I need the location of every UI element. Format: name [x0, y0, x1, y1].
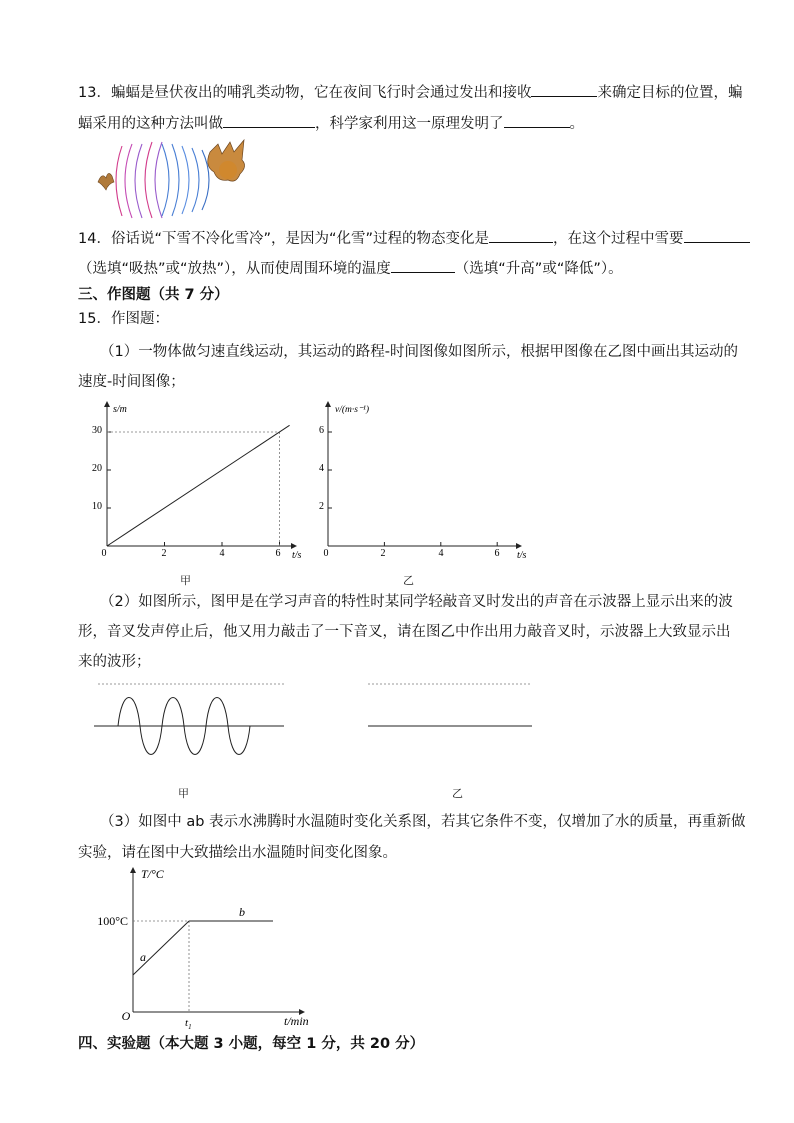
- q13-text-e: 。: [569, 116, 584, 132]
- segment-a-line: [133, 921, 189, 975]
- waveform-yi[interactable]: [362, 680, 542, 740]
- q14-blank-2[interactable]: [684, 228, 750, 243]
- q15-part2-line-2: 形，音叉发声停止后，他又用力敲击了一下音叉，请在图乙中作出用力敲音叉时，示波器上大致显示出: [78, 624, 731, 640]
- q13-blank-3[interactable]: [504, 113, 570, 128]
- section-4-title: 四、实验题（本大题 3 小题，每空 1 分，共 20 分）: [78, 1036, 425, 1052]
- vt-xlabel: t/s: [517, 550, 527, 561]
- q13-text-c: 蝠采用的这种方法叫做: [78, 116, 223, 132]
- vt-ylabel: v/(m·s⁻¹): [335, 405, 369, 415]
- vt-y-tick-6: 6: [319, 425, 324, 436]
- vt-x-tick-6: 6: [494, 548, 500, 559]
- q13-text-d: ，科学家利用这一原理发明了: [315, 116, 504, 132]
- q13-text-a: 13．蝙蝠是昼伏夜出的哺乳类动物，它在夜间飞行时会通过发出和接收: [78, 85, 532, 101]
- sound-waves: [116, 142, 209, 218]
- vt-x-tick-4: 4: [438, 548, 444, 559]
- vt-y-tick-4: 4: [319, 463, 324, 474]
- temp-ylabel: T/°C: [141, 867, 164, 881]
- bat-echo-illustration: [92, 138, 252, 220]
- small-bat-icon: [98, 173, 114, 190]
- q15-part1-line-2: 速度-时间图像；: [78, 374, 185, 390]
- waveform-jia-caption: 甲: [178, 787, 189, 800]
- q14-text-c: （选填“吸热”或“放热”），从而使周围环境的温度: [78, 261, 391, 277]
- vt-x-tick-2: 2: [380, 548, 386, 559]
- st-x-tick-2: 2: [161, 548, 167, 559]
- q14-blank-3[interactable]: [391, 258, 455, 273]
- q13-blank-1[interactable]: [531, 82, 597, 97]
- q15-part3-line-1: （3）如图中 ab 表示水沸腾时水温随时变化关系图，若其它条件不变，仅增加了水的质量，再重新做: [100, 814, 746, 830]
- q15-part1-line-1: （1）一物体做匀速直线运动，其运动的路程-时间图像如图所示，根据甲图像在乙图中画出其运动的: [100, 344, 738, 360]
- q14-line-2: [78, 258, 623, 279]
- q14-line-1: [78, 228, 750, 249]
- st-series-line: [107, 425, 290, 546]
- q14-text-b: ，在这个过程中雪要: [553, 231, 684, 247]
- st-y-tick-10: 10: [92, 501, 102, 512]
- vt-origin: 0: [323, 548, 329, 559]
- waveform-jia: [92, 680, 292, 760]
- st-x-tick-6: 6: [275, 548, 281, 559]
- large-bat-icon: [208, 140, 245, 181]
- section-3-title: 三、作图题（共 7 分）: [78, 287, 229, 303]
- q14-text-d: （选填“升高”或“降低”）。: [454, 261, 623, 277]
- boil-temp-label: 100°C: [97, 914, 128, 928]
- q15-title: 15．作图题：: [78, 311, 169, 327]
- q13-blank-2[interactable]: [223, 113, 315, 128]
- st-graph: [82, 398, 304, 568]
- q14-text-a: 14．俗话说“下雪不冷化雪冷”，是因为“化雪”过程的物态变化是: [78, 231, 489, 247]
- q14-blank-1[interactable]: [489, 228, 553, 243]
- vt-graph[interactable]: [305, 398, 530, 568]
- st-y-tick-30: 30: [92, 425, 102, 436]
- st-graph-caption: 甲: [180, 574, 191, 587]
- vt-y-tick-2: 2: [319, 501, 324, 512]
- q13-line-2: [78, 113, 584, 134]
- q15-part2-line-3: 来的波形；: [78, 654, 151, 670]
- temp-xlabel: t/min: [284, 1014, 309, 1028]
- st-xlabel: t/s: [292, 550, 302, 561]
- q13-line-1: [78, 82, 742, 103]
- q15-part2-line-1: （2）如图所示，图甲是在学习声音的特性时某同学轻敲音叉时发出的声音在示波器上显示出来的波: [100, 594, 733, 610]
- st-ylabel: s/m: [113, 404, 127, 415]
- st-origin: 0: [101, 548, 107, 559]
- st-y-tick-20: 20: [92, 463, 102, 474]
- waveform-yi-caption: 乙: [452, 787, 463, 800]
- temperature-graph[interactable]: [88, 864, 318, 1034]
- segment-a-label: a: [140, 950, 146, 964]
- vt-graph-caption: 乙: [403, 574, 414, 587]
- t1-label: $t_1$: [185, 1017, 192, 1031]
- temp-origin: O: [121, 1009, 131, 1023]
- q15-part3-line-2: 实验，请在图中大致描绘出水温随时间变化图象。: [78, 845, 397, 861]
- q13-text-b: 来确定目标的位置，蝙: [597, 85, 743, 101]
- segment-b-label: b: [239, 905, 245, 919]
- st-x-tick-4: 4: [219, 548, 225, 559]
